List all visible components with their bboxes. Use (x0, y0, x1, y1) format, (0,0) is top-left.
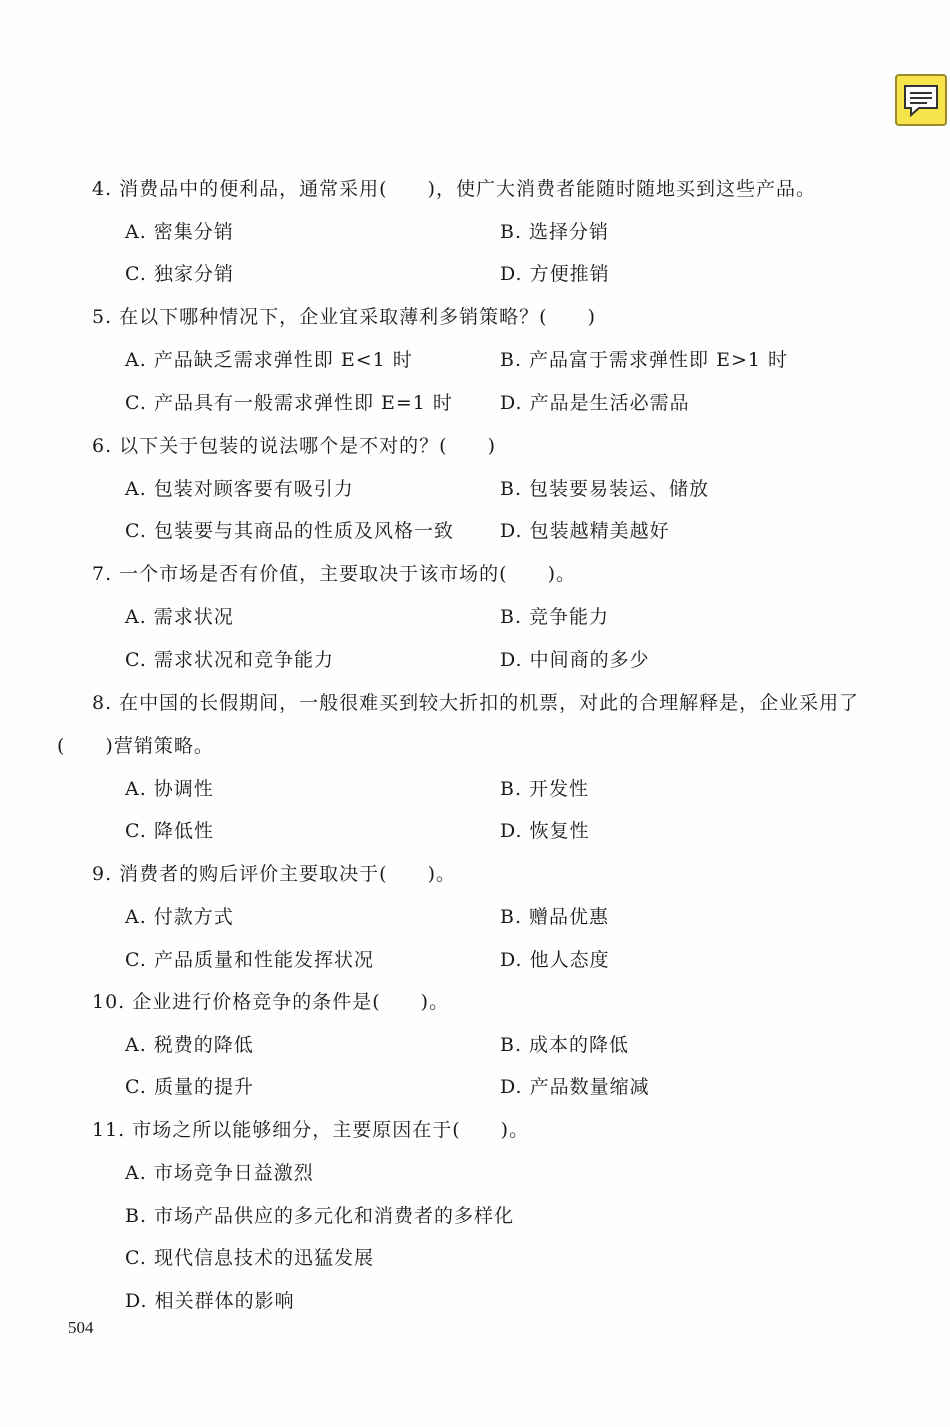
option-a: A. 税费的降低 (125, 1034, 254, 1056)
option-b: B. 产品富于需求弹性即 E>1 时 (500, 349, 788, 371)
page-number: 504 (68, 1318, 94, 1337)
option-c: C. 产品质量和性能发挥状况 (125, 949, 374, 971)
comment-note-icon[interactable] (895, 74, 947, 126)
question-stem: 6. 以下关于包装的说法哪个是不对的？( ) (92, 435, 496, 457)
question-stem: 8. 在中国的长假期间，一般很难买到较大折扣的机票，对此的合理解释是，企业采用了 (92, 692, 860, 714)
option-a: A. 市场竞争日益激烈 (125, 1162, 314, 1184)
option-a: A. 密集分销 (125, 221, 234, 243)
option-a: A. 产品缺乏需求弹性即 E<1 时 (125, 349, 413, 371)
question-stem-continued: ( )营销策略。 (57, 735, 214, 757)
question-stem: 9. 消费者的购后评价主要取决于( )。 (92, 863, 456, 885)
question-stem: 11. 市场之所以能够细分，主要原因在于( )。 (92, 1119, 530, 1141)
option-d: D. 他人态度 (500, 949, 610, 971)
question-stem: 4. 消费品中的便利品，通常采用( )，使广大消费者能随时随地买到这些产品。 (92, 178, 816, 200)
question-stem: 5. 在以下哪种情况下，企业宜采取薄利多销策略？( ) (92, 306, 596, 328)
option-d: D. 中间商的多少 (500, 649, 650, 671)
option-b: B. 竞争能力 (500, 606, 610, 628)
option-a: A. 协调性 (125, 778, 214, 800)
option-c: C. 包装要与其商品的性质及风格一致 (125, 520, 454, 542)
option-d: D. 包装越精美越好 (500, 520, 670, 542)
option-b: B. 选择分销 (500, 221, 610, 243)
option-d: D. 产品数量缩减 (500, 1076, 650, 1098)
option-a: A. 付款方式 (125, 906, 234, 928)
option-b: B. 成本的降低 (500, 1034, 630, 1056)
option-c: C. 质量的提升 (125, 1076, 254, 1098)
option-c: C. 产品具有一般需求弹性即 E=1 时 (125, 392, 453, 414)
question-stem: 10. 企业进行价格竞争的条件是( )。 (92, 991, 450, 1013)
option-b: B. 开发性 (500, 778, 590, 800)
option-d: D. 恢复性 (500, 820, 590, 842)
option-c: C. 降低性 (125, 820, 214, 842)
option-a: A. 需求状况 (125, 606, 234, 628)
option-d: D. 方便推销 (500, 263, 610, 285)
option-d: D. 产品是生活必需品 (500, 392, 690, 414)
option-b: B. 市场产品供应的多元化和消费者的多样化 (125, 1205, 515, 1227)
option-c: C. 独家分销 (125, 263, 234, 285)
option-a: A. 包装对顾客要有吸引力 (125, 478, 354, 500)
option-b: B. 赠品优惠 (500, 906, 610, 928)
option-c: C. 现代信息技术的迅猛发展 (125, 1247, 374, 1269)
option-c: C. 需求状况和竞争能力 (125, 649, 334, 671)
question-stem: 7. 一个市场是否有价值，主要取决于该市场的( )。 (92, 563, 576, 585)
option-d: D. 相关群体的影响 (125, 1290, 295, 1312)
option-b: B. 包装要易装运、储放 (500, 478, 710, 500)
